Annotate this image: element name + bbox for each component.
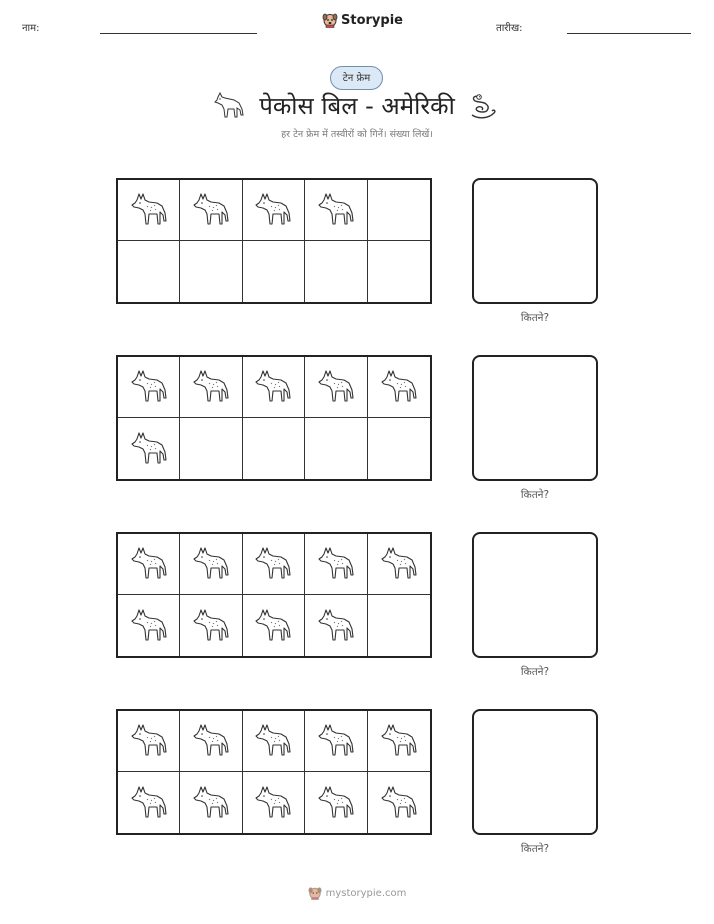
footer (0, 886, 714, 900)
frame-cell (368, 595, 430, 656)
wolf-icon (253, 607, 293, 645)
frame-cell (305, 418, 367, 479)
frame-cell (118, 534, 180, 595)
frame-cell (118, 711, 180, 772)
frame-cell (243, 772, 305, 833)
date-label: तारीख: (496, 23, 523, 34)
instructions: हर टेन फ्रेम में तस्वीरों को गिनें। संख्या लिखें। (281, 129, 433, 140)
name-line[interactable] (100, 33, 257, 34)
snake-icon (466, 91, 500, 121)
frame-cell (368, 180, 430, 241)
frame-cell (180, 772, 242, 833)
frame-cell (180, 241, 242, 302)
dog-mascot-icon (308, 886, 322, 900)
frame-cell (368, 534, 430, 595)
answer-box-3[interactable] (472, 532, 598, 658)
frame-cell (305, 772, 367, 833)
frame-cell (368, 357, 430, 418)
wolf-icon (191, 191, 231, 229)
wolf-icon (191, 722, 231, 760)
wolf-icon (253, 191, 293, 229)
dog-mascot-icon (322, 12, 338, 28)
ten-frame-3 (116, 532, 432, 658)
frame-cell (243, 418, 305, 479)
frame-cell (305, 534, 367, 595)
count-label-1: कितने? (520, 312, 550, 324)
wolf-icon (129, 191, 169, 229)
wolf-icon (253, 722, 293, 760)
frame-cell (180, 595, 242, 656)
wolf-icon (129, 545, 169, 583)
wolf-icon (191, 607, 231, 645)
frame-cell (180, 534, 242, 595)
frame-cell (305, 711, 367, 772)
frame-cell (243, 180, 305, 241)
name-label: नाम: (22, 23, 40, 34)
wolf-icon (253, 368, 293, 406)
page-title: पेकोस बिल - अमेरिकी (259, 92, 455, 120)
frame-cell (243, 711, 305, 772)
wolf-icon (129, 607, 169, 645)
frame-cell (118, 357, 180, 418)
frame-cell (305, 180, 367, 241)
wolf-icon (379, 722, 419, 760)
wolf-icon (379, 368, 419, 406)
wolf-icon (379, 545, 419, 583)
wolf-icon (129, 430, 169, 468)
frame-cell (180, 418, 242, 479)
wolf-icon (316, 368, 356, 406)
frame-cell (368, 418, 430, 479)
frame-cell (368, 241, 430, 302)
wolf-icon (316, 722, 356, 760)
wolf-icon (129, 784, 169, 822)
answer-box-2[interactable] (472, 355, 598, 481)
frame-cell (243, 534, 305, 595)
frame-cell (368, 772, 430, 833)
ten-frame-4 (116, 709, 432, 835)
frame-cell (305, 595, 367, 656)
frame-cell (180, 180, 242, 241)
frame-cell (243, 241, 305, 302)
wolf-icon (316, 784, 356, 822)
wolf-icon (129, 722, 169, 760)
frame-cell (368, 711, 430, 772)
frame-cell (118, 418, 180, 479)
count-label-2: कितने? (520, 489, 550, 501)
frame-cell (180, 711, 242, 772)
frame-cell (305, 357, 367, 418)
frame-cell (243, 357, 305, 418)
wolf-icon (253, 784, 293, 822)
answer-box-1[interactable] (472, 178, 598, 304)
footer-site: mystorypie.com (325, 887, 407, 899)
answer-box-4[interactable] (472, 709, 598, 835)
count-label-4: कितने? (520, 843, 550, 855)
wolf-icon (191, 545, 231, 583)
topic-tag: टेन फ्रेम (330, 66, 383, 90)
frame-cell (118, 241, 180, 302)
ten-frame-2 (116, 355, 432, 481)
ten-frame-1 (116, 178, 432, 304)
wolf-icon (316, 607, 356, 645)
frame-cell (118, 180, 180, 241)
count-label-3: कितने? (520, 666, 550, 678)
frame-cell (118, 772, 180, 833)
frame-cell (305, 241, 367, 302)
brand-logo (322, 12, 403, 28)
frame-cell (118, 595, 180, 656)
wolf-icon (253, 545, 293, 583)
wolf-icon (316, 191, 356, 229)
frame-cell (243, 595, 305, 656)
wolf-icon (191, 368, 231, 406)
date-line[interactable] (567, 33, 691, 34)
wolf-icon (191, 784, 231, 822)
brand-name: Storypie (341, 12, 403, 28)
frame-cell (180, 357, 242, 418)
wolf-icon (129, 368, 169, 406)
wolf-icon (379, 784, 419, 822)
wolf-icon (316, 545, 356, 583)
